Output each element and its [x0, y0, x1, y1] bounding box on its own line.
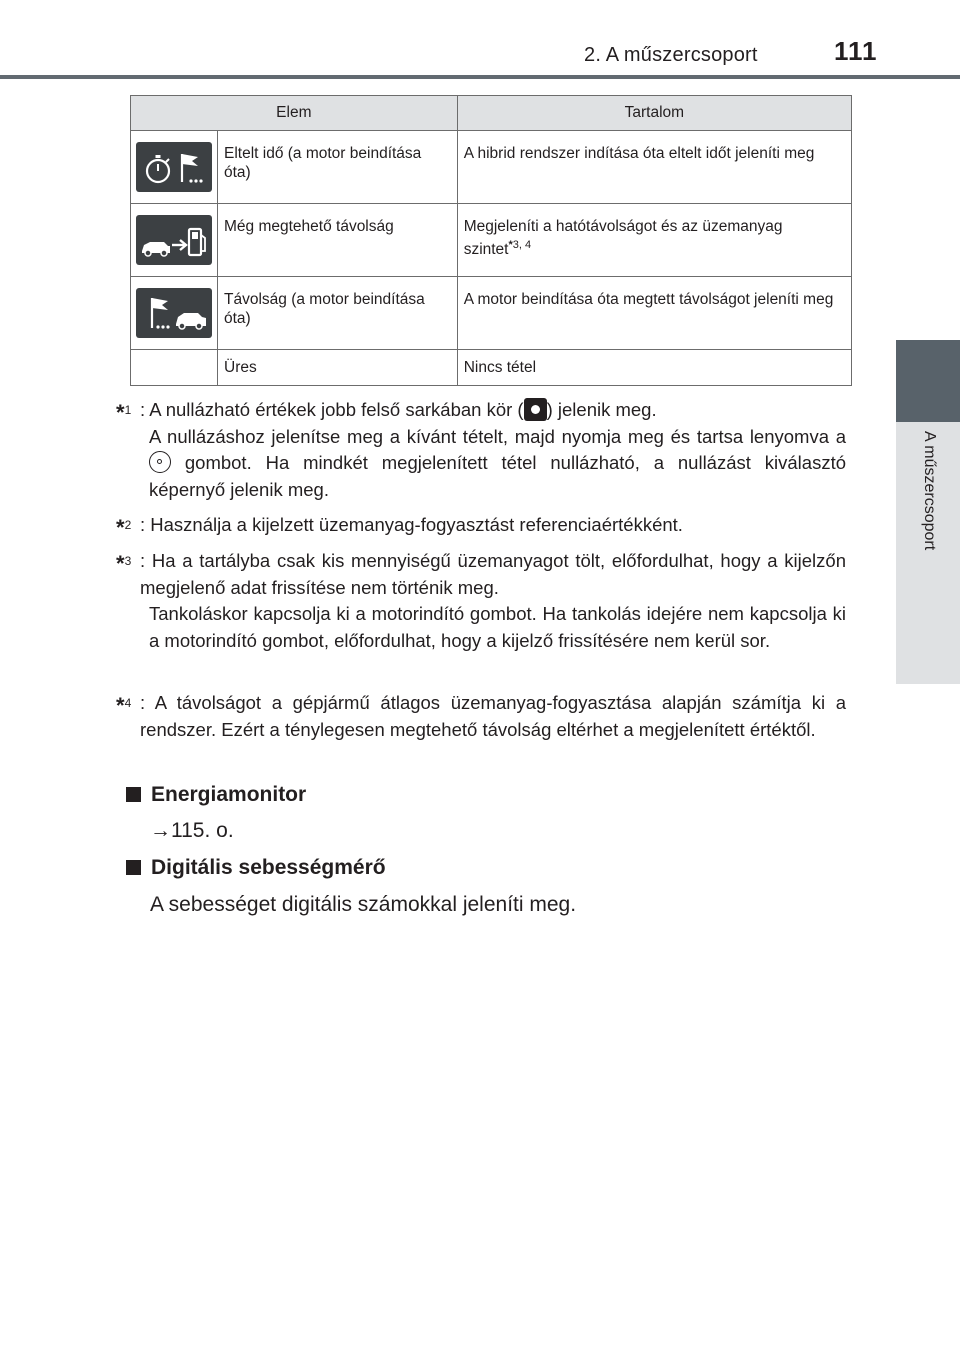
- footnote-star: *: [116, 693, 125, 718]
- footnote-star: *: [116, 400, 125, 425]
- table-row: [131, 131, 852, 204]
- footnote-text: : A nullázható értékek jobb felső sarkában kör (: [140, 399, 524, 420]
- footnote-number: 1: [124, 403, 132, 417]
- item-content: A motor beindítása óta megtett távolságot jeleníti meg: [457, 277, 851, 350]
- stopwatch-flag-icon: [136, 142, 212, 192]
- square-bullet-icon: [126, 860, 141, 875]
- chapter-title: A műszercsoport: [921, 431, 938, 551]
- footnote-2: [116, 512, 846, 539]
- footnote-number: 2: [124, 518, 132, 532]
- item-content: [457, 204, 851, 277]
- square-bullet-icon: [126, 787, 141, 802]
- footnote-text: ) jelenik meg.: [546, 399, 657, 420]
- table-row: [131, 204, 852, 277]
- footnote-marker: [116, 548, 131, 579]
- footnote-3: [116, 548, 846, 654]
- item-content: A hibrid rendszer indítása óta eltelt időt jeleníti meg: [457, 131, 851, 204]
- footnote-number: 3: [124, 554, 132, 568]
- footnote-star: *: [508, 239, 513, 251]
- footnote-marker: [116, 512, 131, 543]
- table-row: [131, 350, 852, 386]
- section-heading: [126, 856, 386, 880]
- footnote-text: gombot. Ha mindkét megjelenített tétel nullázható, a nullázást kiválasztó képernyő jelenik meg.: [149, 452, 846, 500]
- chapter-number: 2: [923, 706, 933, 723]
- item-name: Távolság (a motor beindítása óta): [218, 277, 458, 350]
- section-heading-text: Digitális sebességmérő: [151, 856, 386, 879]
- item-content-text: Megjeleníti a hatótávolságot és az üzemanyag szintet: [463, 218, 783, 259]
- reset-circle-icon: [524, 398, 547, 421]
- section-heading-text: Energiamonitor: [151, 783, 307, 806]
- item-content: Nincs tétel: [457, 350, 851, 386]
- section-title: 2. A műszercsoport: [584, 44, 758, 66]
- footnote-1: [116, 397, 846, 503]
- header-rule: [0, 75, 960, 79]
- icon-cell: [131, 131, 218, 204]
- footnote-text: : Ha a tartályba csak kis mennyiségű üzemanyagot tölt, előfordulhat, hogy a kijelzőn megjelenő adat frissítése nem történik meg.: [140, 550, 846, 598]
- footnote-ref: [509, 239, 532, 251]
- footnote-marker: [116, 690, 131, 721]
- footnote-star: *: [116, 551, 125, 576]
- column-header-item: Elem: [131, 96, 458, 131]
- footnote-text: : A távolságot a gépjármű átlagos üzemanyag-fogyasztása alapján számítja ki a rendszer. Ezért a ténylegesen megtehető távolság eltérhet a megjelenített értéktől.: [140, 692, 846, 740]
- item-name: Üres: [218, 350, 458, 386]
- footnote-star: *: [116, 515, 125, 540]
- footnote-number: 4: [124, 696, 132, 710]
- footnote-text: : Használja a kijelzett üzemanyag-fogyasztást referenciaértékként.: [140, 514, 683, 535]
- flag-car-icon: [136, 288, 212, 338]
- item-name: Eltelt idő (a motor beindítása óta): [218, 131, 458, 204]
- page-number: 111: [834, 36, 878, 66]
- item-name: Még megtehető távolság: [218, 204, 458, 277]
- control-button-icon: [149, 451, 171, 473]
- table-header-row: [131, 96, 852, 131]
- section-heading: [126, 783, 306, 807]
- icon-cell-empty: [131, 350, 218, 386]
- icon-cell: [131, 277, 218, 350]
- footnote-4: [116, 690, 846, 743]
- page-reference: →115. o.: [150, 819, 234, 842]
- footnote-text: A nullázáshoz jelenítse meg a kívánt tételt, majd nyomja meg és tartsa lenyomva a: [149, 425, 846, 447]
- icon-cell: [131, 204, 218, 277]
- table-row: [131, 277, 852, 350]
- footnote-ref-numbers: 3, 4: [512, 239, 532, 251]
- car-to-fuel-icon: [136, 215, 212, 265]
- items-table: [130, 95, 852, 386]
- footnote-marker: [116, 397, 131, 428]
- section-body: A sebességet digitális számokkal jeleníti meg.: [150, 893, 577, 916]
- column-header-content: Tartalom: [457, 96, 851, 131]
- footnote-text: Tankoláskor kapcsolja ki a motorindító gombot. Ha tankolás idejére nem kapcsolja ki a motorindító gombot, előfordulhat, hogy a kijelző frissítésére nem kerül sor.: [149, 603, 846, 651]
